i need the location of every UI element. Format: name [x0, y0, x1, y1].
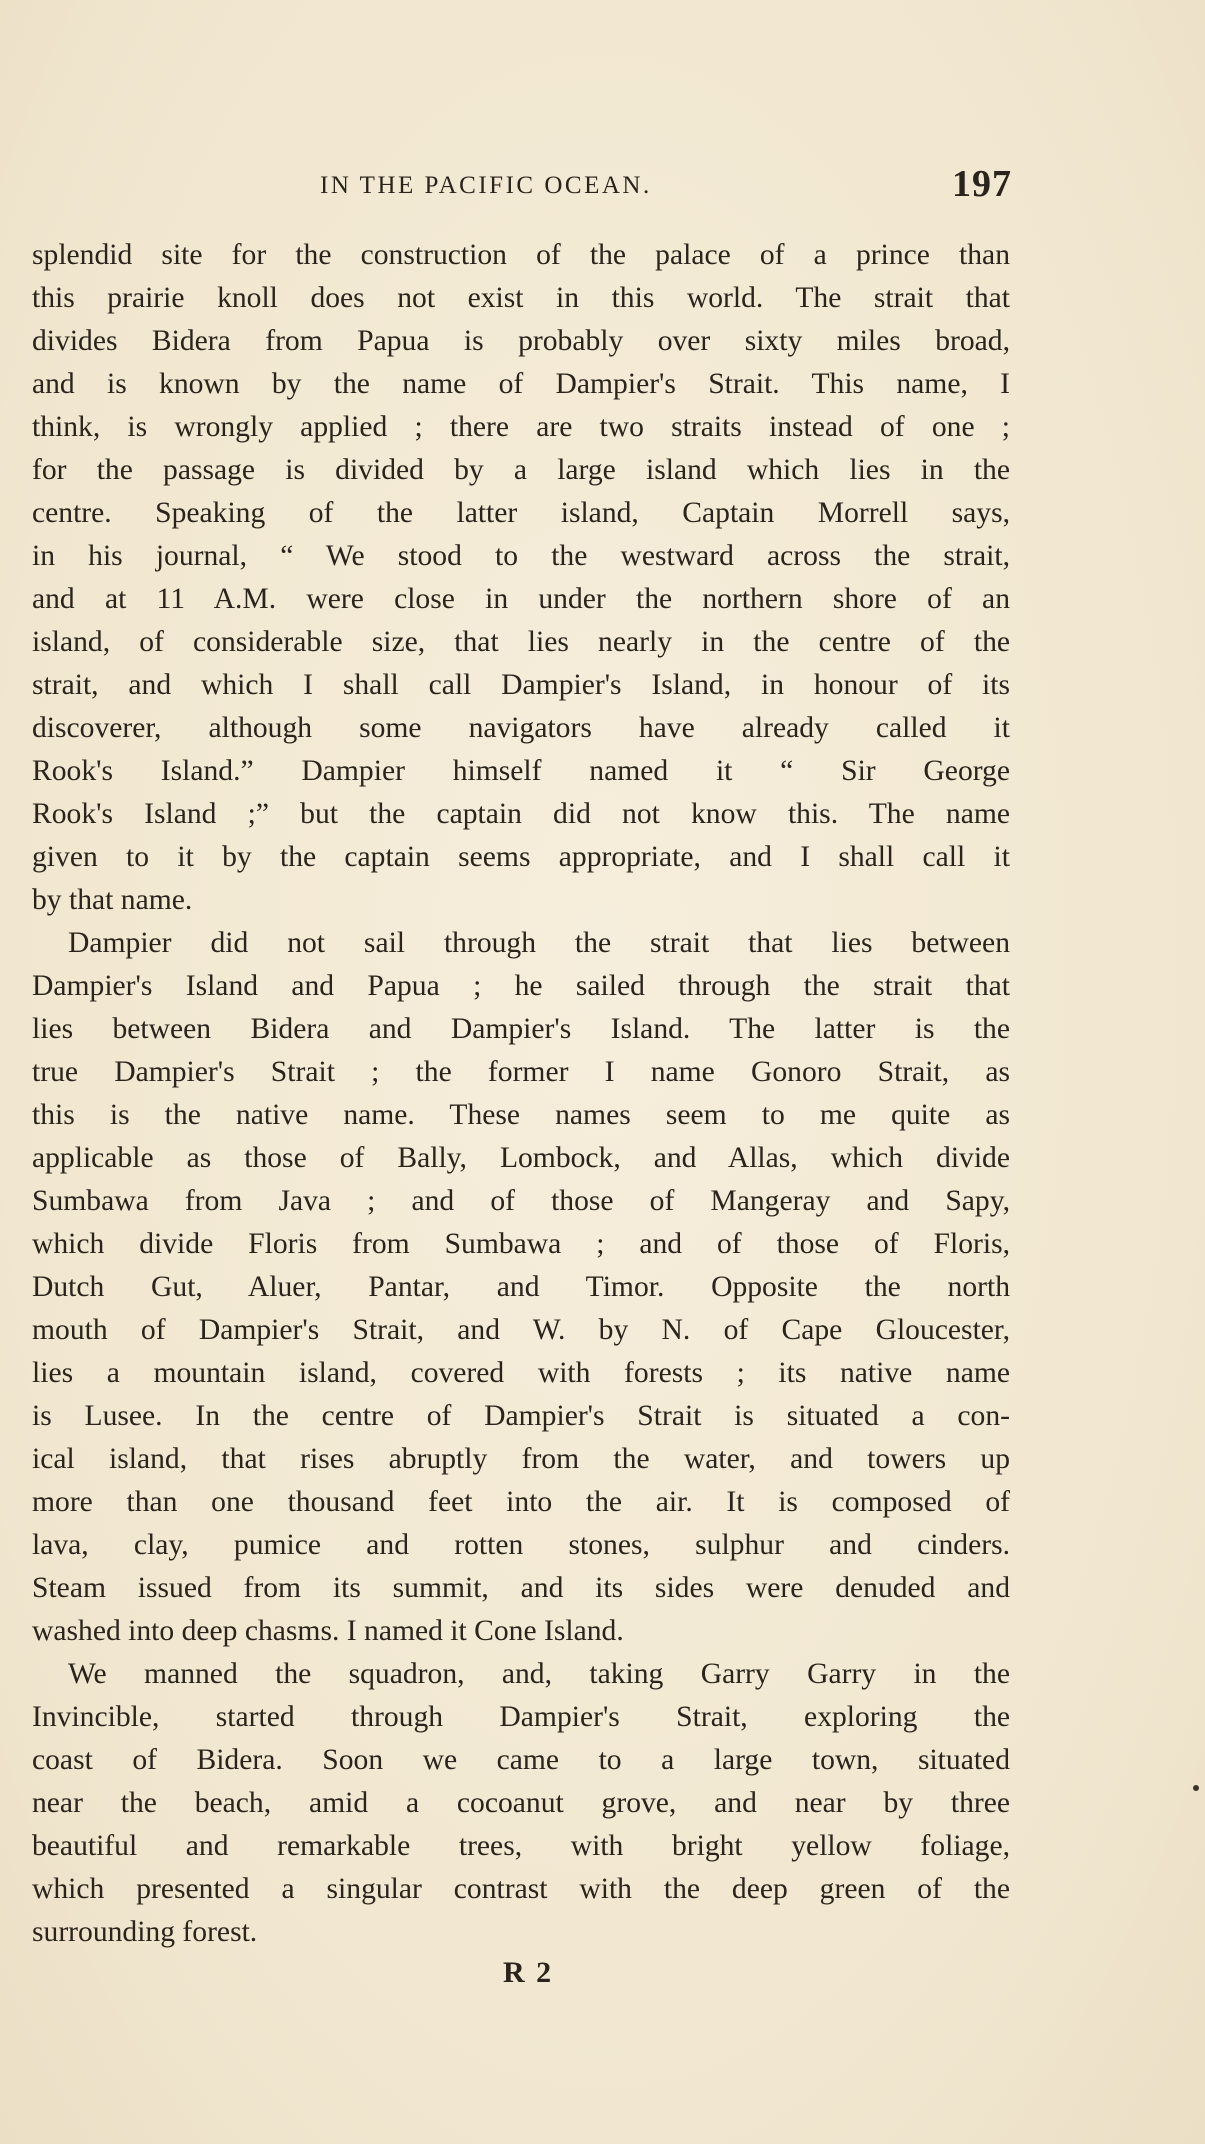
- page-number: 197: [952, 163, 1012, 205]
- text-line: lies between Bidera and Dampier's Island. The latter is the: [32, 1013, 1010, 1045]
- text-line: island, of considerable size, that lies nearly in the centre of the: [32, 626, 1010, 658]
- text-line: discoverer, although some navigators have already called it: [32, 712, 1010, 744]
- text-line: divides Bidera from Papua is probably over sixty miles broad,: [32, 325, 1010, 357]
- text-line: in his journal, “ We stood to the westward across the strait,: [32, 540, 1010, 572]
- text-line: Rook's Island.” Dampier himself named it “ Sir George: [32, 755, 1010, 787]
- text-line: Rook's Island ;” but the captain did not know this. The name: [32, 798, 1010, 830]
- text-line: by that name.: [32, 884, 193, 916]
- text-line: for the passage is divided by a large island which lies in the: [32, 454, 1010, 486]
- text-line: surrounding forest.: [32, 1916, 258, 1948]
- text-line: given to it by the captain seems appropriate, and I shall call it: [32, 841, 1010, 873]
- text-line: this is the native name. These names seem to me quite as: [32, 1099, 1010, 1131]
- text-line: ical island, that rises abruptly from the water, and towers up: [32, 1443, 1010, 1475]
- text-line: lies a mountain island, covered with forests ; its native name: [32, 1357, 1010, 1389]
- paragraph: [32, 922, 1010, 1653]
- text-line: splendid site for the construction of the palace of a prince than: [32, 239, 1010, 271]
- text-line: more than one thousand feet into the air. It is composed of: [32, 1486, 1010, 1518]
- body-text: [32, 234, 1010, 1954]
- text-line: mouth of Dampier's Strait, and W. by N. of Cape Gloucester,: [32, 1314, 1010, 1346]
- text-line: Invincible, started through Dampier's Strait, exploring the: [32, 1701, 1010, 1733]
- text-line: Dampier's Island and Papua ; he sailed through the strait that: [32, 970, 1010, 1002]
- text-line: Steam issued from its summit, and its sides were denuded and: [32, 1572, 1010, 1604]
- paragraph: [32, 1653, 1010, 1954]
- page-header: [32, 160, 1012, 210]
- signature-mark: R 2: [503, 1956, 554, 1989]
- text-line: applicable as those of Bally, Lombock, and Allas, which divide: [32, 1142, 1010, 1174]
- text-line: near the beach, amid a cocoanut grove, and near by three: [32, 1787, 1010, 1819]
- text-line: strait, and which I shall call Dampier's Island, in honour of its: [32, 669, 1010, 701]
- text-line: and at 11 A.M. were close in under the northern shore of an: [32, 583, 1010, 615]
- running-head: IN THE PACIFIC OCEAN.: [320, 172, 652, 199]
- text-line: beautiful and remarkable trees, with bright yellow foliage,: [32, 1830, 1010, 1862]
- text-line: centre. Speaking of the latter island, Captain Morrell says,: [32, 497, 1010, 529]
- text-line: Dampier did not sail through the strait that lies between: [68, 927, 1010, 959]
- text-line: this prairie knoll does not exist in this world. The strait that: [32, 282, 1010, 314]
- text-line: which presented a singular contrast with the deep green of the: [32, 1873, 1010, 1905]
- text-line: We manned the squadron, and, taking Garry Garry in the: [68, 1658, 1010, 1690]
- text-line: is Lusee. In the centre of Dampier's Strait is situated a con-: [32, 1400, 1010, 1432]
- text-line: coast of Bidera. Soon we came to a large town, situated: [32, 1744, 1010, 1776]
- text-line: think, is wrongly applied ; there are two straits instead of one ;: [32, 411, 1010, 443]
- text-line: which divide Floris from Sumbawa ; and of those of Floris,: [32, 1228, 1010, 1260]
- ink-speck: [1193, 1785, 1199, 1791]
- text-line: washed into deep chasms. I named it Cone Island.: [32, 1615, 624, 1647]
- text-line: and is known by the name of Dampier's Strait. This name, I: [32, 368, 1010, 400]
- text-line: true Dampier's Strait ; the former I name Gonoro Strait, as: [32, 1056, 1010, 1088]
- text-line: lava, clay, pumice and rotten stones, sulphur and cinders.: [32, 1529, 1010, 1561]
- text-line: Sumbawa from Java ; and of those of Mangeray and Sapy,: [32, 1185, 1010, 1217]
- paragraph: [32, 234, 1010, 922]
- text-line: Dutch Gut, Aluer, Pantar, and Timor. Opposite the north: [32, 1271, 1010, 1303]
